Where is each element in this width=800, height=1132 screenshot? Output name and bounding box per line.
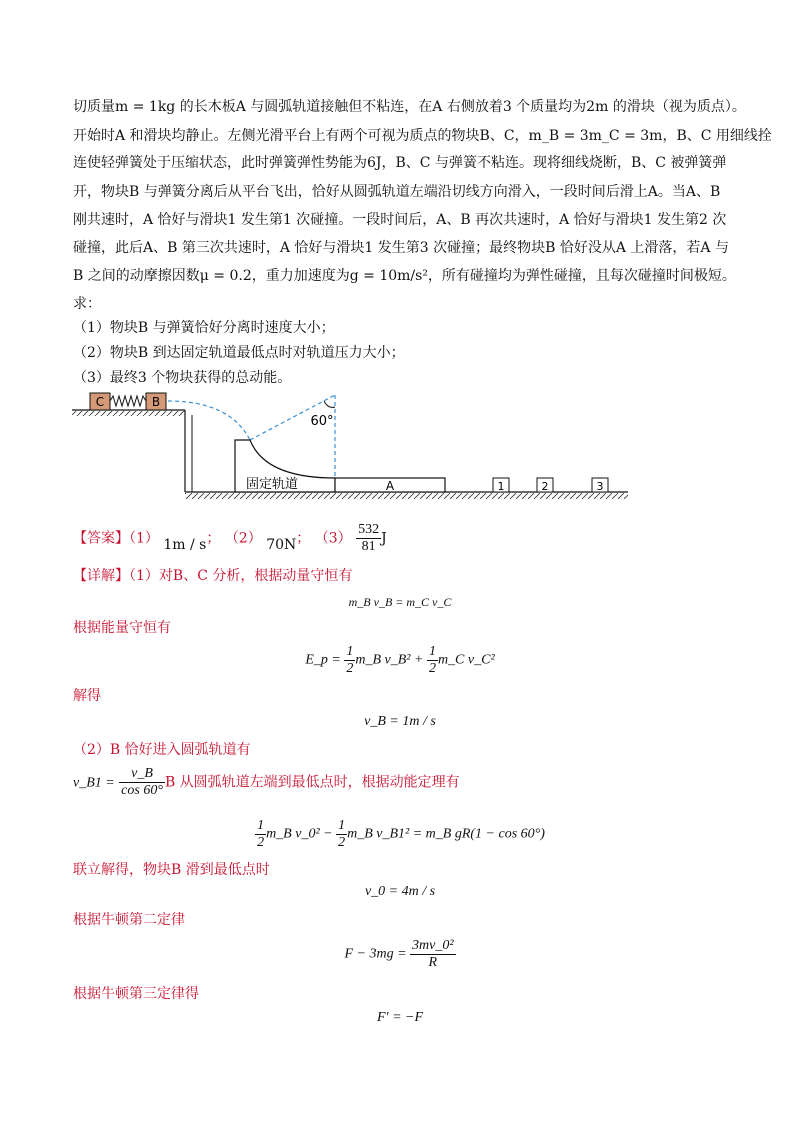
eq2-half-2-den: 2 — [428, 661, 436, 676]
slider-block-3-label: 3 — [596, 480, 604, 493]
solution-tag: 【详解】 — [73, 568, 129, 584]
equation-momentum: m_B v_B = m_C v_C — [348, 595, 452, 609]
block-c-label: C — [95, 395, 105, 409]
eq5-half-2 — [336, 818, 347, 851]
solution-step-2: 根据能量守恒有 — [73, 620, 171, 636]
eq2-half-1-den: 2 — [346, 661, 354, 676]
eq5-half-1-den: 2 — [257, 835, 265, 850]
answer-frac-num: 532 — [358, 522, 380, 537]
solution-line-1 — [73, 566, 352, 586]
eq2-half-1-num: 1 — [346, 644, 354, 659]
eq5-term-2: m_B v_B1² = m_B gR(1 − cos 60°) — [347, 826, 545, 842]
solution-step-4: （2）B 恰好进入圆弧轨道有 — [73, 742, 251, 758]
problem-line-2: 开始时A 和滑块均静止。左侧光滑平台上有两个可视为质点的物块B、C，m_B = 3m_C = 3m，B、C 用细线拴 — [73, 128, 772, 144]
answer-line — [73, 522, 387, 555]
eq4-lhs: v_B1 = — [73, 775, 115, 791]
problem-line-4: 开，物块B 与弹簧分离后从平台飞出，恰好从圆弧轨道左端沿切线方向滑入，一段时间后滑上A。当A、B — [73, 184, 721, 200]
equation-newton-3: F′ = −F — [376, 1010, 424, 1025]
answer-unit: J — [381, 530, 387, 547]
eq4-den: cos 60° — [121, 783, 163, 798]
eq2-term-1: m_B v_B² — [355, 652, 411, 668]
answer-value-2: 70N — [266, 536, 297, 553]
eq2-lhs: E_p = — [305, 652, 341, 668]
eq2-term-2: m_C v_C² — [437, 652, 495, 668]
question-2: （2）物块B 到达固定轨道最低点时对轨道压力大小； — [73, 345, 405, 361]
answer-value-1: 1m / s — [163, 536, 207, 553]
answer-fraction — [356, 522, 381, 555]
answer-part-2: （2） — [224, 530, 262, 547]
ask-label: 求： — [73, 296, 101, 312]
answer-part-1: （1） — [129, 530, 159, 547]
problem-line-1: 切质量m = 1kg 的长木板A 与圆弧轨道接触但不粘连，在A 右侧放着3 个质量均为2m 的滑块（视为质点）。 — [73, 99, 746, 115]
eq5-minus: − — [323, 826, 333, 842]
solution-step-7: 根据牛顿第二定律 — [73, 912, 185, 928]
problem-line-7: B 之间的动摩擦因数μ = 0.2，重力加速度为g = 10m/s²，所有碰撞均为弹性碰撞，且每次碰撞时间极短。 — [73, 268, 736, 284]
answer-tag: 【答案】 — [73, 530, 129, 547]
equation-newton-2 — [0, 938, 800, 971]
solution-step-3: 解得 — [73, 688, 101, 704]
fixed-track-label: 固定轨道 — [245, 477, 299, 492]
trajectory — [168, 401, 250, 440]
problem-line-3: 连使轻弹簧处于压缩状态，此时弹簧弹性势能为6J，B、C 与弹簧不粘连。现将细线烧断，B、C 被弹簧弹 — [73, 155, 727, 171]
board-a-label: A — [385, 479, 395, 493]
eq7-fraction — [410, 938, 456, 971]
block-b-label: B — [151, 395, 161, 409]
question-1: （1）物块B 与弹簧恰好分离时速度大小； — [73, 320, 335, 336]
solution-step-1: （1）对B、C 分析，根据动量守恒有 — [129, 568, 353, 584]
eq2-plus: + — [413, 652, 424, 668]
solution-step-6: 联立解得，物块B 滑到最低点时 — [73, 862, 270, 878]
slider-block-1-label: 1 — [497, 480, 505, 493]
slider-block-2-label: 2 — [541, 480, 549, 493]
equation-vb: v_B = 1m / s — [364, 714, 436, 729]
eq7-lhs: F − 3mg = — [344, 946, 407, 962]
eq7-num: 3mv_0² — [412, 938, 454, 953]
equation-energy — [0, 644, 800, 677]
eq2-half-2-num: 1 — [428, 644, 436, 659]
eq2-half-1 — [344, 644, 355, 677]
eq2-half-2 — [427, 644, 438, 677]
question-3: （3）最终3 个物块获得的总动能。 — [73, 370, 292, 386]
equation-kinetic-theorem — [0, 818, 800, 851]
answer-frac-den: 81 — [361, 539, 376, 554]
eq5-half-2-num: 1 — [338, 818, 346, 833]
eq4-num: v_B — [119, 766, 165, 783]
eq5-half-2-den: 2 — [338, 835, 346, 850]
problem-line-5: 刚共速时，A 恰好与滑块1 发生第1 次碰撞。一段时间后，A、B 再次共速时，A 恰好与滑块1 发生第2 次 — [73, 212, 727, 228]
answer-sep-1: ； — [206, 530, 221, 547]
angle-label: 60° — [310, 414, 334, 429]
angle-arc — [324, 401, 335, 407]
spring — [110, 396, 146, 406]
eq5-half-1 — [255, 818, 266, 851]
eq7-den: R — [428, 955, 438, 970]
eq4-fraction — [119, 766, 165, 799]
answer-part-3: （3） — [314, 530, 352, 547]
eq5-half-1-num: 1 — [257, 818, 265, 833]
eq5-term-1: m_B v_0² — [266, 826, 320, 842]
physics-diagram — [60, 385, 640, 505]
problem-line-6: 碰撞，此后A、B 第三次共速时，A 恰好与滑块1 发生第3 次碰撞；最终物块B 恰好没从A 上滑落，若A 与 — [73, 240, 729, 256]
equation-v0: v_0 = 4m / s — [364, 884, 436, 899]
answer-sep-2: ； — [296, 530, 311, 547]
solution-step-5: B 从圆弧轨道左端到最低点时，根据动能定理有 — [164, 774, 460, 791]
solution-step-8: 根据牛顿第三定律得 — [73, 986, 199, 1002]
equation-vb1-line — [73, 766, 460, 799]
